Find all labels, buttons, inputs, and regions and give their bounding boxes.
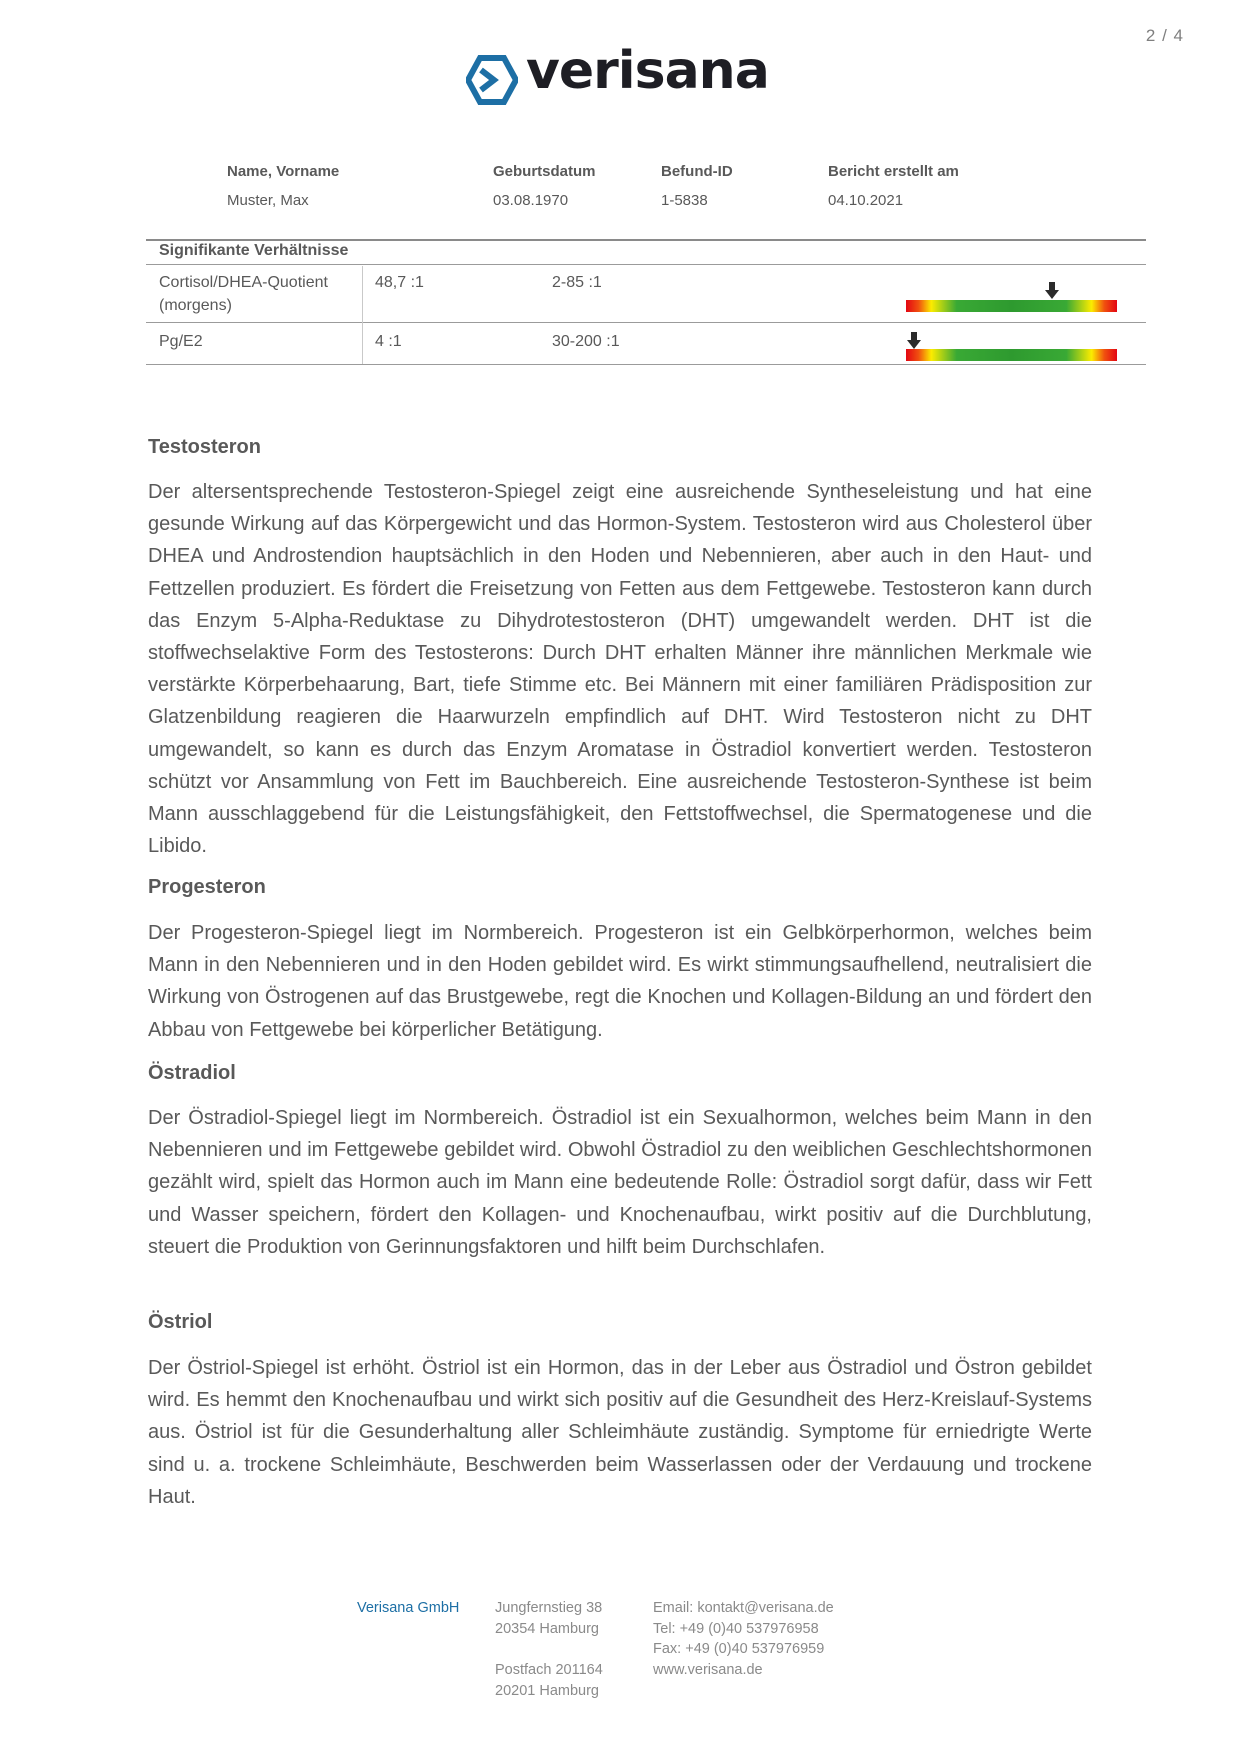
ratio-row-2-scale-bar <box>906 349 1117 361</box>
logo-wordmark: verisana <box>526 41 769 101</box>
table-row-rule <box>146 322 1146 323</box>
section-title-testosteron: Testosteron <box>148 436 261 458</box>
section-title-progesteron: Progesteron <box>148 876 266 898</box>
ratios-table-title: Signifikante Verhältnisse <box>159 242 349 259</box>
footer-postbox: Postfach 201164 20201 Hamburg <box>495 1662 603 1699</box>
column-separator <box>362 266 363 364</box>
ratio-row-2-name: Pg/E2 <box>159 333 203 350</box>
ratio-row-1-name: Cortisol/DHEA-Quotient (morgens) <box>159 274 328 314</box>
ratio-row-2-value: 4 :1 <box>375 333 402 350</box>
section-text-progesteron: Der Progesteron-Spiegel liegt im Normbereich. Progesteron ist ein Gelbkörperhormon, welches beim Mann in den Nebennieren und in den Hoden gebildet wird. Es wirkt stimmungsaufhellend, neutralisiert die Wirkung von Östrogenen auf das Brustgewebe, regt die Knochen und Kollagen-Bildung an und fördert den Abbau von Fettgewebe bei körperlicher Betätigung. <box>148 922 1092 1041</box>
dob-label: Geburtsdatum <box>493 163 596 180</box>
dob-value: 03.08.1970 <box>493 192 569 209</box>
report-id-value: 1-5838 <box>661 192 708 209</box>
section-title-oestradiol: Östradiol <box>148 1062 236 1084</box>
ratio-row-1-scale-bar <box>906 300 1117 312</box>
report-date-value: 04.10.2021 <box>828 192 904 209</box>
report-date-label: Bericht erstellt am <box>828 163 959 180</box>
table-top-rule <box>146 239 1146 241</box>
verisana-hexagon-logo-icon <box>466 55 518 105</box>
footer-address: Jungfernstieg 38 20354 Hamburg <box>495 1600 603 1637</box>
name-value: Muster, Max <box>227 192 309 209</box>
company-logo <box>466 41 786 111</box>
report-id-label: Befund-ID <box>661 163 733 180</box>
name-label: Name, Vorname <box>227 163 340 180</box>
table-header-rule <box>146 264 1146 265</box>
section-text-testosteron: Der altersentsprechende Testosteron-Spiegel zeigt eine ausreichende Syntheseleistung und hat eine gesunde Wirkung auf das Körpergewicht und das Hormon-System. Testosteron wird aus Cholesterol über DHEA und Androstendion hauptsächlich in den Hoden und Nebennieren, aber auch in den Haut- und Fettzellen produziert. Es fördert die Freisetzung von Fetten aus dem Fettgewebe. Testosteron kann durch das Enzym 5-Alpha-Reduktase zu Dihydrotestosteron (DHT) umgewandelt werden. DHT ist die stoffwechselaktive Form des Testosterons: Durch DHT erhalten Männer ihre männlichen Merkmale wie verstärkte Körperbehaarung, Bart, tiefe Stimme etc. Bei Männern mit einer familiären Prädisposition zur Glatzenbildung reagieren die Haarwurzeln empfindlich auf DHT. Wird Testosteron nicht zu DHT umgewandelt, so kann es durch das Enzym Aromatase in Östradiol konvertiert werden. Testosteron schützt vor Ansammlung von Fett im Bauchbereich. Eine ausreichende Testosteron-Synthese ist beim Mann ausschlaggebend für die Leistungsfähigkeit, den Fettstoffwechsel, die Spermatogenese und die Libido. <box>148 481 1092 858</box>
ratio-row-2-range: 30-200 :1 <box>552 333 620 350</box>
section-text-oestradiol: Der Östradiol-Spiegel liegt im Normbereich. Östradiol ist ein Sexualhormon, welches beim Mann in den Nebennieren und im Fettgewebe gebildet wird. Obwohl Östradiol zu den weiblichen Geschlechtshormonen gezählt wird, spielt das Hormon auch im Mann eine bedeutende Rolle: Östradiol sorgt dafür, dass wir Fett und Wasser speichern, fördert den Kollagen- und Knochenaufbau, wirkt positiv auf die Durchblutung, steuert die Produktion von Gerinnungsfaktoren und hilft beim Durchschlafen. <box>148 1107 1092 1258</box>
ratio-row-1-range: 2-85 :1 <box>552 274 602 291</box>
ratio-row-2-marker-arrow-icon <box>907 332 921 350</box>
table-bottom-rule <box>146 364 1146 365</box>
footer-contact: Email: kontakt@verisana.de Tel: +49 (0)40 537976958 Fax: +49 (0)40 537976959 www.verisana.de <box>653 1600 834 1678</box>
page-number: 2 / 4 <box>1145 26 1184 45</box>
section-title-oestriol: Östriol <box>148 1311 213 1333</box>
section-text-oestriol: Der Östriol-Spiegel ist erhöht. Östriol ist ein Hormon, das in der Leber aus Östradiol und Östron gebildet wird. Es hemmt den Knochenaufbau und wirkt sich positiv auf die Gesundheit des Herz-Kreislauf-Systems aus. Östriol ist für die Gesunderhaltung aller Schleimhäute zuständig. Symptome für erniedrigte Werte sind u. a. trockene Schleimhäute, Beschwerden beim Wasserlassen oder der Verdauung und trockene Haut. <box>148 1357 1092 1508</box>
ratio-row-1-value: 48,7 :1 <box>375 274 424 291</box>
footer-company: Verisana GmbH <box>357 1600 460 1616</box>
ratio-row-1-marker-arrow-icon <box>1045 282 1059 300</box>
